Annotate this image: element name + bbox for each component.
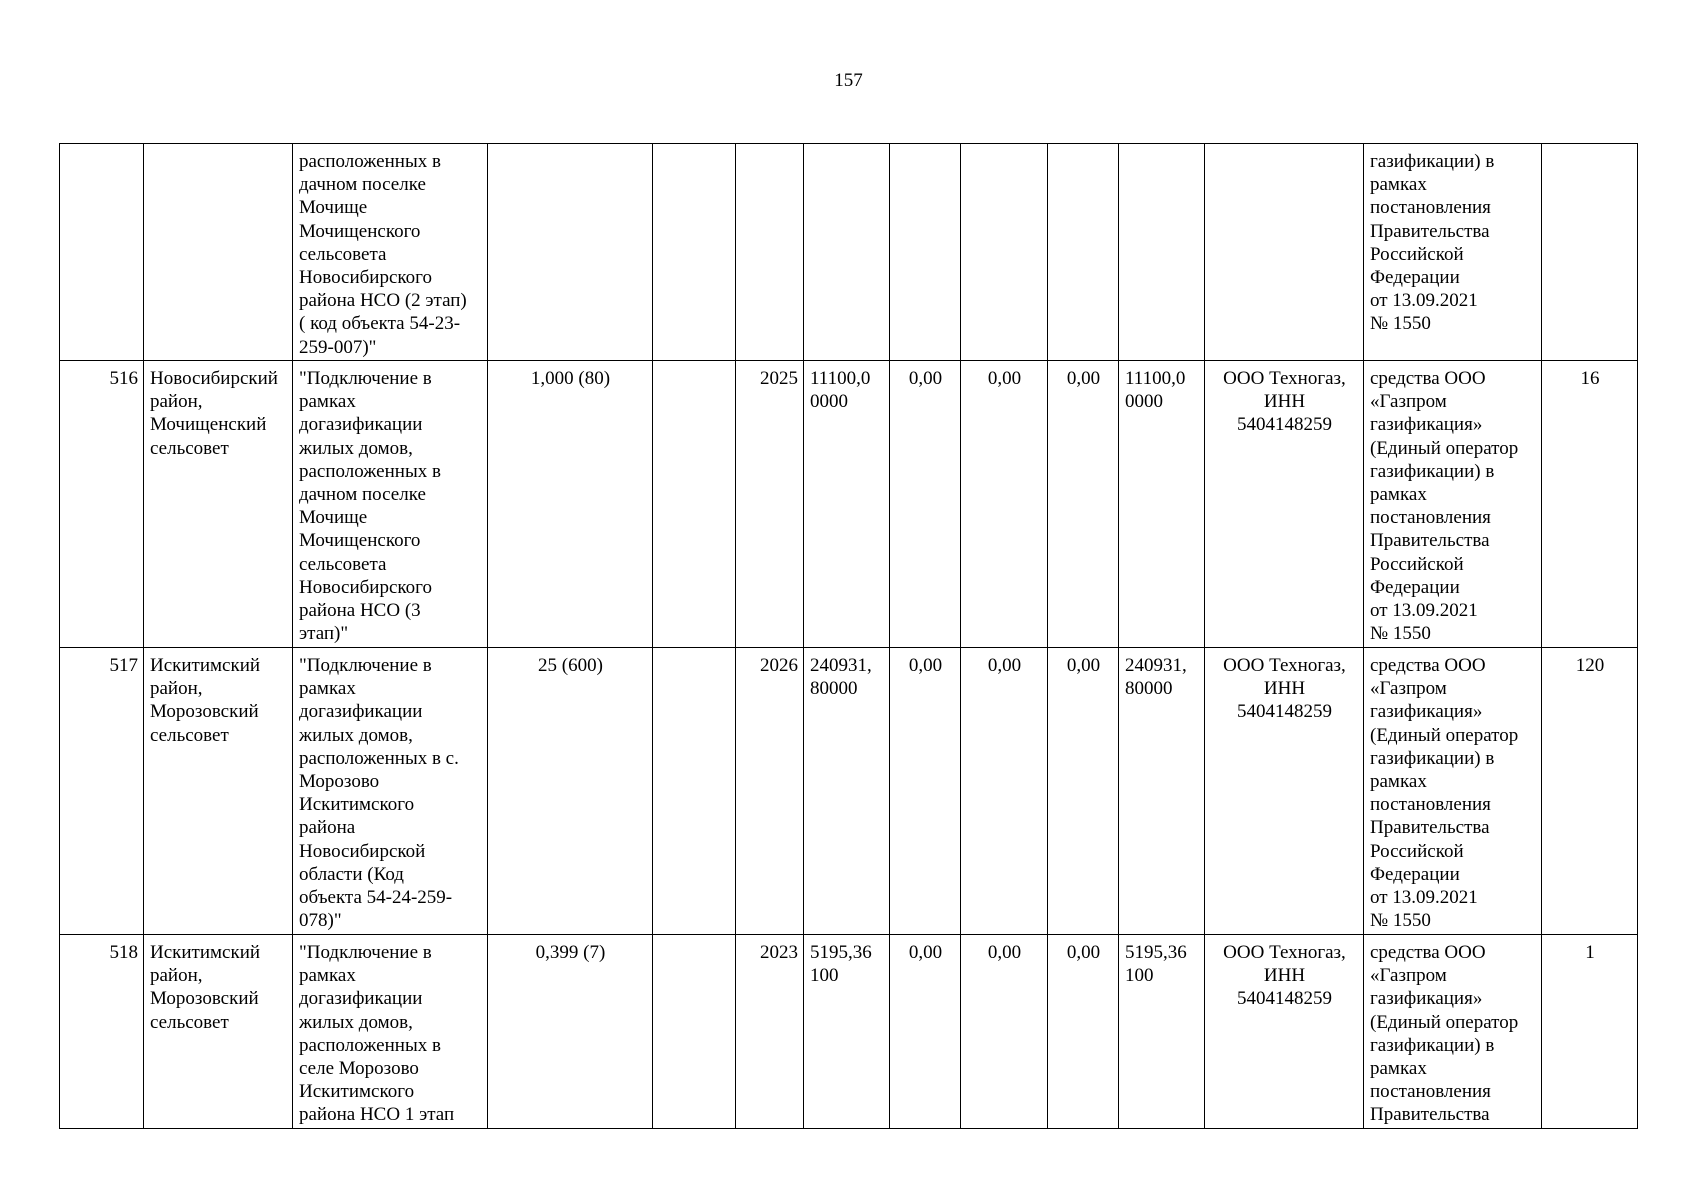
cell-budget-2 bbox=[961, 144, 1048, 361]
cell-text-line: 5404148259 bbox=[1237, 414, 1332, 436]
cell-row-number: 516 bbox=[60, 361, 144, 648]
cell-text-line: 80000 bbox=[810, 678, 858, 700]
table-row bbox=[60, 144, 1638, 361]
cell-text-line: ИНН bbox=[1263, 391, 1306, 413]
cell-text-line: Искитимский bbox=[150, 655, 261, 676]
cell-text-line: 0000 bbox=[810, 391, 848, 413]
cell-year: 2023 bbox=[736, 935, 804, 1129]
cell-text-line: газификации) в bbox=[1370, 151, 1495, 172]
cell-text-line: 240931, bbox=[810, 655, 872, 676]
cell-text-line: расположенных в bbox=[299, 1034, 441, 1056]
cell-other-sources bbox=[1119, 144, 1205, 361]
cell-text-line: Новосибирской bbox=[299, 840, 426, 862]
cell-text-line: сельсовета bbox=[299, 243, 387, 265]
cell-text-line: 11100,0 bbox=[1125, 368, 1186, 389]
cell-empty bbox=[653, 361, 736, 648]
cell-budget-2: 0,00 bbox=[961, 361, 1048, 648]
cell-district bbox=[144, 144, 293, 361]
cell-year bbox=[736, 144, 804, 361]
cell-empty bbox=[653, 935, 736, 1129]
cell-text-line: Мочищенского bbox=[299, 530, 421, 552]
cell-funding-source bbox=[1364, 361, 1542, 648]
cell-text-line: Правительства bbox=[1370, 220, 1490, 242]
cell-organization bbox=[1205, 144, 1364, 361]
cell-text-line: расположенных в bbox=[299, 460, 441, 482]
cell-text-line: рамках bbox=[1370, 174, 1427, 196]
cell-text-line: ООО Техногаз, bbox=[1223, 655, 1346, 676]
cell-text-line: Федерации bbox=[1370, 267, 1460, 289]
cell-budget-3: 0,00 bbox=[1048, 361, 1119, 648]
table-row bbox=[60, 935, 1638, 1129]
cell-project-name bbox=[293, 935, 488, 1129]
cell-text-line: Российской bbox=[1370, 553, 1464, 575]
cell-text-line: (Единый оператор bbox=[1370, 724, 1519, 746]
cell-capacity: 0,399 (7) bbox=[488, 935, 653, 1129]
cell-text-line: 240931, bbox=[1125, 655, 1187, 676]
cell-text-line: Федерации bbox=[1370, 863, 1460, 885]
gasification-table bbox=[59, 143, 1638, 1129]
cell-text-line: 80000 bbox=[1125, 678, 1173, 700]
table-row bbox=[60, 361, 1638, 648]
cell-text-line: «Газпром bbox=[1370, 391, 1447, 413]
cell-text-line: 259-007)" bbox=[299, 336, 377, 358]
cell-budget-1: 0,00 bbox=[890, 935, 961, 1129]
cell-text-line: от 13.09.2021 bbox=[1370, 887, 1478, 909]
cell-text-line: постановления bbox=[1370, 794, 1491, 816]
cell-text-line: газификации) в bbox=[1370, 747, 1495, 769]
cell-text-line: Правительства bbox=[1370, 1104, 1490, 1126]
cell-district bbox=[144, 935, 293, 1129]
cell-text-line: ИНН bbox=[1263, 678, 1306, 700]
cell-text-line: дачном поселке bbox=[299, 174, 426, 196]
cell-text-line: рамках bbox=[1370, 771, 1427, 793]
cell-text-line: Правительства bbox=[1370, 817, 1490, 839]
cell-text-line: Морозово bbox=[299, 771, 380, 793]
cell-project-name bbox=[293, 361, 488, 648]
cell-text-line: рамках bbox=[1370, 484, 1427, 506]
cell-text-line: Мочище bbox=[299, 507, 368, 529]
cell-budget-1: 0,00 bbox=[890, 361, 961, 648]
cell-text-line: средства ООО bbox=[1370, 368, 1486, 389]
cell-text-line: постановления bbox=[1370, 507, 1491, 529]
cell-text-line: от 13.09.2021 bbox=[1370, 600, 1478, 622]
cell-text-line: этап)" bbox=[299, 623, 349, 645]
cell-capacity bbox=[488, 144, 653, 361]
cell-organization bbox=[1205, 361, 1364, 648]
cell-text-line: ИНН bbox=[1263, 965, 1306, 987]
cell-total-cost bbox=[804, 935, 890, 1129]
cell-empty bbox=[653, 144, 736, 361]
cell-text-line: сельсовет bbox=[150, 437, 229, 459]
cell-text-line: рамках bbox=[299, 965, 356, 987]
cell-text-line: (Единый оператор bbox=[1370, 437, 1519, 459]
cell-budget-3: 0,00 bbox=[1048, 935, 1119, 1129]
cell-budget-2: 0,00 bbox=[961, 935, 1048, 1129]
cell-text-line: Российской bbox=[1370, 243, 1464, 265]
cell-text-line: расположенных в bbox=[299, 151, 441, 172]
cell-text-line: Российской bbox=[1370, 840, 1464, 862]
cell-project-name bbox=[293, 648, 488, 935]
cell-capacity: 1,000 (80) bbox=[488, 361, 653, 648]
cell-text-line: селе Морозово bbox=[299, 1058, 419, 1080]
cell-budget-1 bbox=[890, 144, 961, 361]
cell-other-sources bbox=[1119, 361, 1205, 648]
cell-text-line: «Газпром bbox=[1370, 965, 1447, 987]
cell-text-line: сельсовет bbox=[150, 1011, 229, 1033]
cell-text-line: дачном поселке bbox=[299, 484, 426, 506]
cell-text-line: сельсовет bbox=[150, 724, 229, 746]
cell-text-line: Федерации bbox=[1370, 576, 1460, 598]
cell-text-line: Новосибирского bbox=[299, 267, 432, 289]
cell-text-line: газификации) в bbox=[1370, 460, 1495, 482]
cell-total-cost bbox=[804, 648, 890, 935]
cell-text-line: № 1550 bbox=[1370, 313, 1431, 335]
cell-connections-count: 120 bbox=[1542, 648, 1638, 935]
cell-text-line: Искитимского bbox=[299, 1081, 415, 1103]
cell-funding-source bbox=[1364, 648, 1542, 935]
cell-text-line: район, bbox=[150, 678, 203, 700]
table-row bbox=[60, 648, 1638, 935]
cell-budget-3 bbox=[1048, 144, 1119, 361]
cell-text-line: Новосибирский bbox=[150, 368, 278, 389]
cell-text-line: района bbox=[299, 817, 356, 839]
cell-text-line: догазификации bbox=[299, 701, 423, 723]
cell-text-line: от 13.09.2021 bbox=[1370, 290, 1478, 312]
cell-district bbox=[144, 648, 293, 935]
cell-project-name bbox=[293, 144, 488, 361]
cell-text-line: газификация» bbox=[1370, 988, 1483, 1010]
cell-text-line: район, bbox=[150, 965, 203, 987]
cell-budget-2: 0,00 bbox=[961, 648, 1048, 935]
cell-text-line: района НСО (2 этап) bbox=[299, 290, 467, 312]
cell-text-line: средства ООО bbox=[1370, 942, 1486, 963]
cell-text-line: Правительства bbox=[1370, 530, 1490, 552]
cell-text-line: газификации) в bbox=[1370, 1034, 1495, 1056]
cell-text-line: 078)" bbox=[299, 910, 342, 932]
cell-organization bbox=[1205, 648, 1364, 935]
cell-text-line: Искитимского bbox=[299, 794, 415, 816]
cell-connections-count: 1 bbox=[1542, 935, 1638, 1129]
cell-text-line: "Подключение в bbox=[299, 655, 432, 676]
cell-organization bbox=[1205, 935, 1364, 1129]
cell-text-line: 0000 bbox=[1125, 391, 1163, 413]
cell-text-line: ООО Техногаз, bbox=[1223, 942, 1346, 963]
cell-text-line: района НСО (3 bbox=[299, 600, 421, 622]
cell-text-line: района НСО 1 этап bbox=[299, 1104, 455, 1126]
cell-district bbox=[144, 361, 293, 648]
cell-text-line: Мочищенского bbox=[299, 220, 421, 242]
cell-text-line: жилых домов, bbox=[299, 1011, 413, 1033]
cell-text-line: Новосибирского bbox=[299, 576, 432, 598]
cell-text-line: 5404148259 bbox=[1237, 988, 1332, 1010]
cell-budget-1: 0,00 bbox=[890, 648, 961, 935]
cell-text-line: 5404148259 bbox=[1237, 701, 1332, 723]
cell-connections-count bbox=[1542, 144, 1638, 361]
cell-text-line: 11100,0 bbox=[810, 368, 871, 389]
cell-row-number bbox=[60, 144, 144, 361]
cell-text-line: «Газпром bbox=[1370, 678, 1447, 700]
cell-year: 2026 bbox=[736, 648, 804, 935]
cell-text-line: Морозовский bbox=[150, 988, 259, 1010]
cell-total-cost bbox=[804, 361, 890, 648]
cell-text-line: Искитимский bbox=[150, 942, 261, 963]
cell-text-line: 5195,36 bbox=[1125, 942, 1187, 963]
cell-row-number: 518 bbox=[60, 935, 144, 1129]
cell-row-number: 517 bbox=[60, 648, 144, 935]
cell-text-line: № 1550 bbox=[1370, 623, 1431, 645]
cell-text-line: ( код объекта 54-23- bbox=[299, 313, 461, 335]
cell-funding-source bbox=[1364, 144, 1542, 361]
cell-text-line: жилых домов, bbox=[299, 724, 413, 746]
cell-text-line: 5195,36 bbox=[810, 942, 872, 963]
cell-text-line: № 1550 bbox=[1370, 910, 1431, 932]
cell-text-line: догазификации bbox=[299, 414, 423, 436]
cell-text-line: газификация» bbox=[1370, 701, 1483, 723]
cell-text-line: "Подключение в bbox=[299, 368, 432, 389]
cell-text-line: постановления bbox=[1370, 197, 1491, 219]
cell-text-line: 100 bbox=[1125, 965, 1154, 987]
cell-other-sources bbox=[1119, 648, 1205, 935]
cell-text-line: "Подключение в bbox=[299, 942, 432, 963]
cell-text-line: объекта 54-24-259- bbox=[299, 887, 453, 909]
cell-text-line: рамках bbox=[1370, 1058, 1427, 1080]
cell-text-line: расположенных в с. bbox=[299, 747, 459, 769]
cell-text-line: догазификации bbox=[299, 988, 423, 1010]
cell-text-line: сельсовета bbox=[299, 553, 387, 575]
cell-text-line: постановления bbox=[1370, 1081, 1491, 1103]
cell-text-line: Мочище bbox=[299, 197, 368, 219]
cell-text-line: район, bbox=[150, 391, 203, 413]
table-body bbox=[60, 144, 1638, 1129]
cell-capacity: 25 (600) bbox=[488, 648, 653, 935]
cell-funding-source bbox=[1364, 935, 1542, 1129]
cell-text-line: газификация» bbox=[1370, 414, 1483, 436]
cell-total-cost bbox=[804, 144, 890, 361]
page-number: 157 bbox=[834, 70, 863, 91]
cell-text-line: ООО Техногаз, bbox=[1223, 368, 1346, 389]
cell-text-line: средства ООО bbox=[1370, 655, 1486, 676]
cell-text-line: рамках bbox=[299, 391, 356, 413]
cell-year: 2025 bbox=[736, 361, 804, 648]
cell-text-line: Морозовский bbox=[150, 701, 259, 723]
cell-other-sources bbox=[1119, 935, 1205, 1129]
cell-text-line: рамках bbox=[299, 678, 356, 700]
cell-text-line: Мочищенский bbox=[150, 414, 267, 436]
cell-text-line: жилых домов, bbox=[299, 437, 413, 459]
cell-connections-count: 16 bbox=[1542, 361, 1638, 648]
cell-text-line: 100 bbox=[810, 965, 839, 987]
cell-text-line: (Единый оператор bbox=[1370, 1011, 1519, 1033]
cell-budget-3: 0,00 bbox=[1048, 648, 1119, 935]
cell-text-line: области (Код bbox=[299, 863, 404, 885]
cell-empty bbox=[653, 648, 736, 935]
